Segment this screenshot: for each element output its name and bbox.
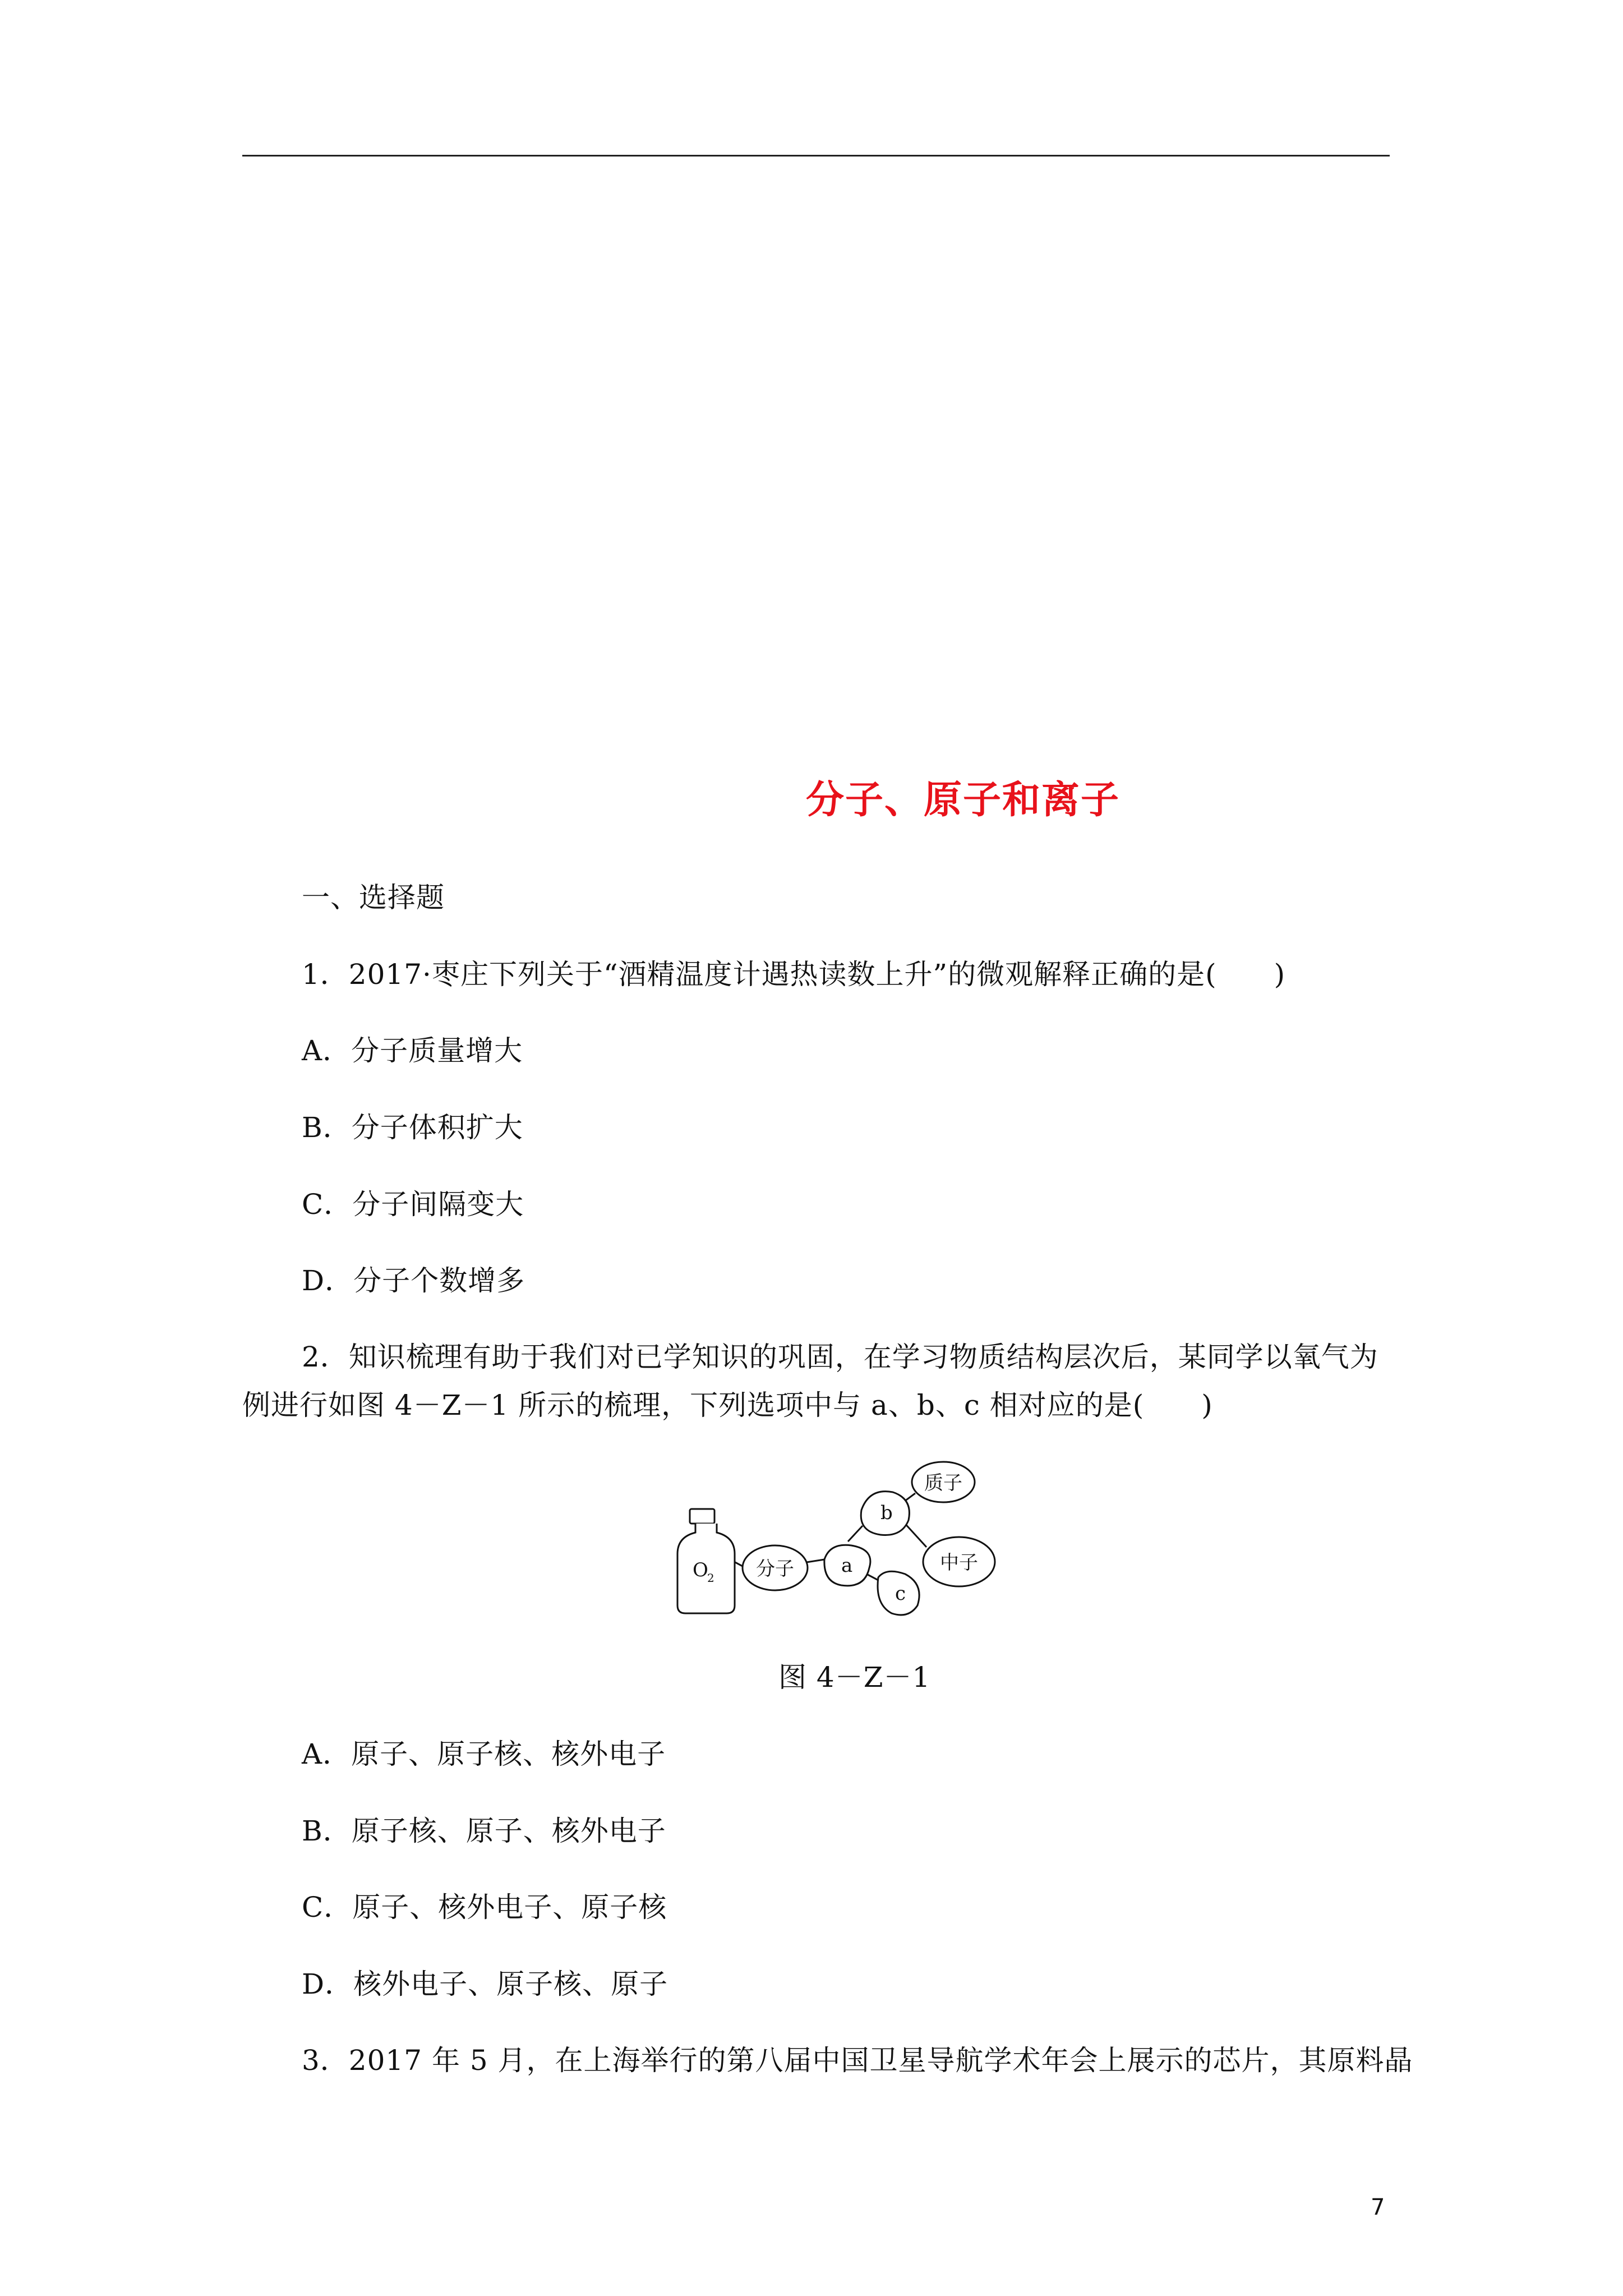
page-title: 分子、原子和离子 bbox=[805, 778, 1120, 822]
question-1-option-c: C．分子间隔变大 bbox=[302, 1188, 524, 1221]
question-2-stem-line-2: 例进行如图 4－Z－1 所示的梳理，下列选项中与 a、b、c 相对应的是( ) bbox=[242, 1389, 1213, 1421]
question-2-option-c: C．原子、核外电子、原子核 bbox=[302, 1891, 667, 1924]
neutron-node-label: 中子 bbox=[940, 1552, 978, 1574]
bottle-label: O bbox=[693, 1559, 708, 1581]
question-3-stem: 3．2017 年 5 月，在上海举行的第八届中国卫星导航学术年会上展示的芯片，其原料晶 bbox=[302, 2044, 1413, 2077]
question-1-option-a: A．分子质量增大 bbox=[302, 1034, 523, 1067]
question-2-stem-line-1: 2．知识梳理有助于我们对已学知识的巩固，在学习物质结构层次后，某同学以氧气为 bbox=[302, 1341, 1378, 1373]
proton-node-label: 质子 bbox=[924, 1472, 962, 1494]
structure-diagram bbox=[673, 1447, 1021, 1638]
connector-a-b bbox=[848, 1526, 863, 1542]
header-rule bbox=[242, 155, 1390, 157]
figure-caption: 图 4－Z－1 bbox=[778, 1661, 931, 1694]
question-1-option-b: B．分子体积扩大 bbox=[302, 1111, 523, 1144]
question-1-option-d: D．分子个数增多 bbox=[302, 1264, 525, 1297]
node-c-label: c bbox=[895, 1582, 906, 1605]
node-b-label: b bbox=[880, 1502, 893, 1524]
question-2-option-b: B．原子核、原子、核外电子 bbox=[302, 1815, 666, 1847]
bottle-label-subscript: 2 bbox=[707, 1571, 714, 1585]
section-heading: 一、选择题 bbox=[302, 881, 445, 914]
connector-molecule-a bbox=[806, 1559, 824, 1562]
node-a-label: a bbox=[841, 1554, 853, 1577]
molecule-node-label: 分子 bbox=[756, 1558, 794, 1580]
page-number: 7 bbox=[1371, 2194, 1385, 2220]
question-1-stem: 1．2017·枣庄下列关于“酒精温度计遇热读数上升”的微观解释正确的是( ) bbox=[302, 958, 1286, 991]
question-2-option-d: D．核外电子、原子核、原子 bbox=[302, 1968, 668, 2000]
question-2-option-a: A．原子、原子核、核外电子 bbox=[302, 1738, 666, 1770]
